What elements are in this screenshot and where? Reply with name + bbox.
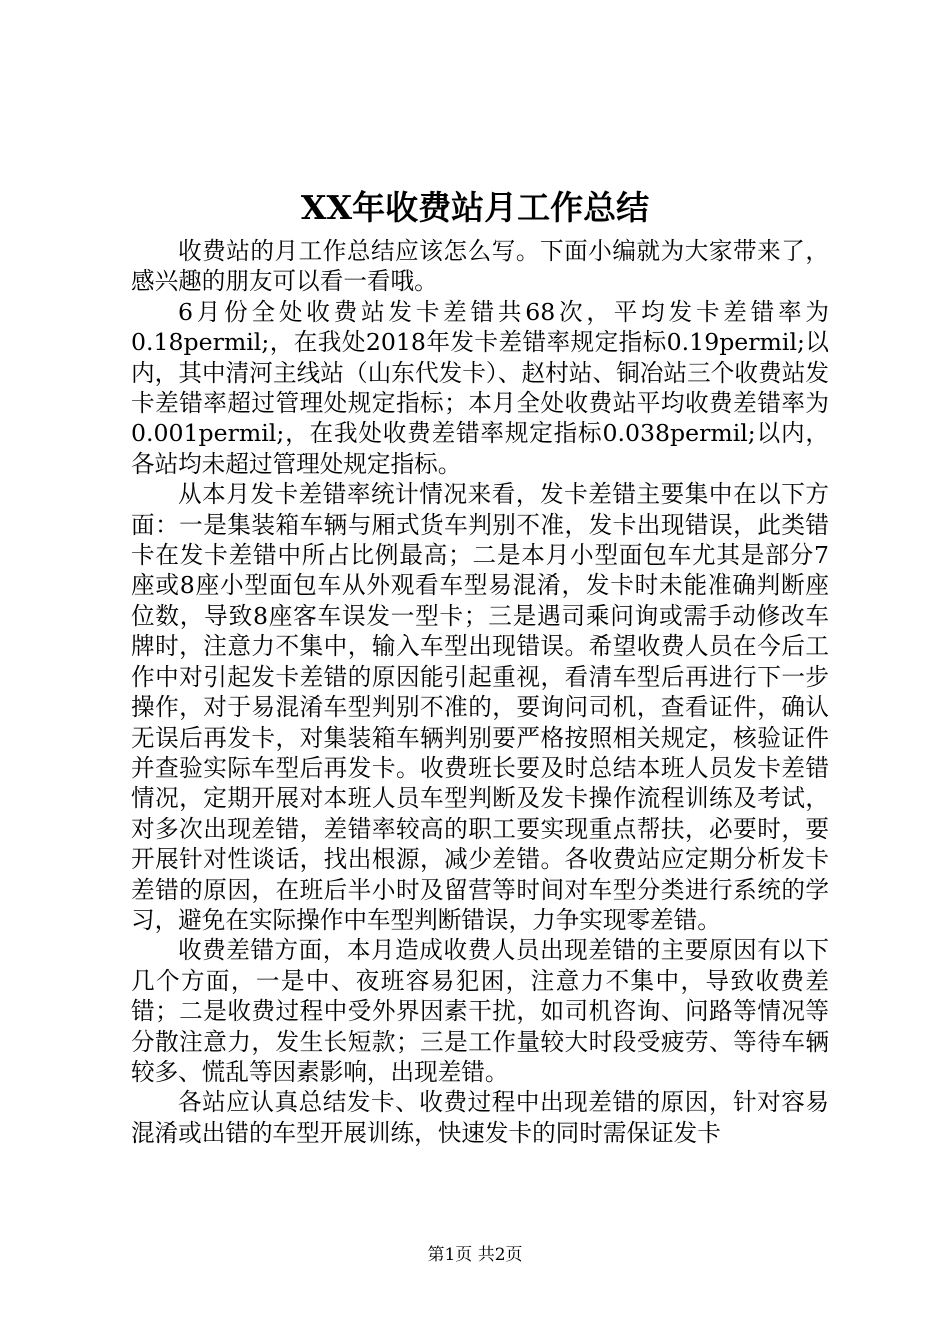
page-number-footer: 第1页 共2页 bbox=[427, 1245, 523, 1265]
paragraph-card-error-stats: 6月份全处收费站发卡差错共68次，平均发卡差错率为0.18permil;，在我处2018年发卡差错率规定指标0.19permil;以内，其中清河主线站（山东代发卡）、赵村站、铜冶站三个收费站发卡差错率超过管理处规定指标；本月全处收费站平均收费差错率为0.001permil;，在我处收费差错率规定指标0.038permil;以内，各站均未超过管理处规定指标。 bbox=[131, 297, 829, 478]
document-title: XX年收费站月工作总结 bbox=[300, 188, 650, 227]
paragraph-intro: 收费站的月工作总结应该怎么写。下面小编就为大家带来了，感兴趣的朋友可以看一看哦。 bbox=[131, 237, 829, 296]
paragraph-card-error-analysis: 从本月发卡差错率统计情况来看，发卡差错主要集中在以下方面：一是集装箱车辆与厢式货车判别不准，发卡出现错误，此类错卡在发卡差错中所占比例最高；二是本月小型面包车尤其是部分7座或8座小型面包车从外观看车型易混淆，发卡时未能准确判断座位数，导致8座客车误发一型卡；三是遇司乘问询或需手动修改车牌时，注意力不集中，输入车型出现错误。希望收费人员在今后工作中对引起发卡差错的原因能引起重视，看清车型后再进行下一步操作，对于易混淆车型判别不准的，要询问司机，查看证件，确认无误后再发卡，对集装箱车辆判别要严格按照相关规定，核验证件并查验实际车型后再发卡。收费班长要及时总结本班人员发卡差错情况，定期开展对本班人员车型判断及发卡操作流程训练及考试，对多次出现差错，差错率较高的职工要实现重点帮扶，必要时，要开展针对性谈话，找出根源，减少差错。各收费站应定期分析发卡差错的原因，在班后半小时及留营等时间对车型分类进行系统的学习，避免在实际操作中车型判断错误，力争实现零差错。 bbox=[131, 480, 829, 934]
document-body bbox=[131, 236, 829, 1148]
paragraph-station-requirements: 各站应认真总结发卡、收费过程中出现差错的原因，针对容易混淆或出错的车型开展训练，快速发卡的同时需保证发卡 bbox=[131, 1088, 829, 1147]
paragraph-toll-error-analysis: 收费差错方面，本月造成收费人员出现差错的主要原因有以下几个方面，一是中、夜班容易犯困，注意力不集中，导致收费差错；二是收费过程中受外界因素干扰，如司机咨询、问路等情况等分散注意力，发生长短款；三是工作量较大时段受疲劳、等待车辆较多、慌乱等因素影响，出现差错。 bbox=[131, 936, 829, 1086]
